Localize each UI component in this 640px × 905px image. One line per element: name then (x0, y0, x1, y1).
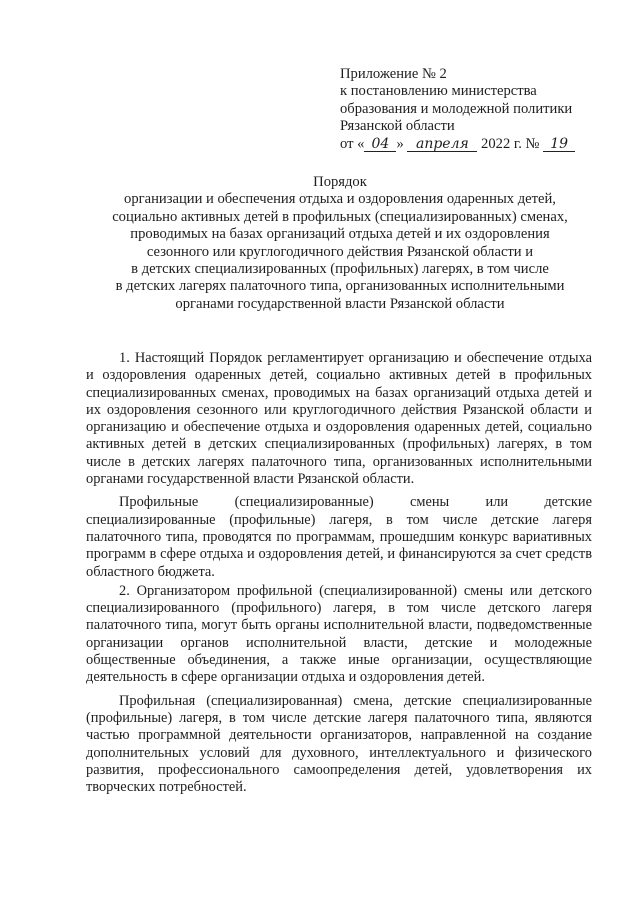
handwritten-day: 04 (364, 137, 396, 152)
title-line: проводимых на базах организаций отдыха детей и их оздоровления (130, 226, 550, 243)
title-line: сезонного или круглогодичного действия Рязанской области и (146, 243, 534, 260)
title-line: в детских лагерях палаточного типа, организованных исполнительными (115, 278, 565, 295)
appendix-date-line (340, 136, 630, 153)
appendix-line: образования и молодежной политики (340, 100, 573, 117)
date-year: 2022 г. № (481, 135, 540, 152)
paragraph: Профильная (специализированная) смена, детские специализированные (профильные) лагеря, в том числе детские лагеря палаточного типа, являются частью программной деятельности организаторов, направленной на создание дополнительных условий для духовного, интеллектуального и физического развития, профессионального самоопределения детей, удовлетворения их творческих потребностей. (86, 692, 592, 796)
paragraph: 2. Организатором профильной (специализированной) смены или детского специализированного (профильного) лагеря, в том числе детского лагеря палаточного типа, могут быть органы исполнительной власти, подведомственные организации органов исполнительной власти, детские и молодежные общественные объединения, а также иные организации, осуществляющие деятельность в сфере организации отдыха и оздоровления детей. (86, 582, 592, 686)
title-line: в детских специализированных (профильных) лагерях, в том числе (131, 261, 549, 278)
appendix-number: Приложение № 2 (340, 66, 447, 82)
paragraph: 1. Настоящий Порядок регламентирует организацию и обеспечение отдыха и оздоровления одаренных детей, социально активных детей в профильных специализированных сменах, проводимых на базах организаций отдыха детей и их оздоровления сезонного или круглогодичного действия Рязанской области и организацию и обеспечение отдыха и оздоровления одаренных детей, социально активных детей в детских специализированных (профильных) лагерях, в том числе в детских лагерях палаточного типа, организованных исполнительными органами государственной власти Рязанской области. (86, 350, 592, 488)
title-line: социально активных детей в профильных (специализированных) сменах, (112, 208, 568, 225)
paragraph: Профильные (специализированные) смены или детские специализированные (профильные) лагеря, в том числе детские лагеря палаточного типа, проводятся по программам, прошедшим конкурс вариативных программ в сфере отдыха и оздоровления детей, и финансируются за счет средств областного бюджета. (86, 494, 592, 580)
appendix-header (340, 66, 630, 153)
date-prefix: от « (340, 135, 365, 152)
title-line: организации и обеспечения отдыха и оздоровления одаренных детей, (124, 191, 556, 208)
document-body (86, 350, 592, 802)
appendix-line: к постановлению министерства (340, 83, 537, 100)
appendix-line: Рязанской области (340, 118, 455, 135)
handwritten-number: 19 (543, 137, 575, 152)
title-line: органами государственной власти Рязанской области (175, 295, 505, 312)
document-title (60, 174, 620, 313)
title-heading: Порядок (313, 174, 367, 190)
date-mid: » (396, 135, 404, 152)
handwritten-month: апреля (407, 137, 477, 152)
